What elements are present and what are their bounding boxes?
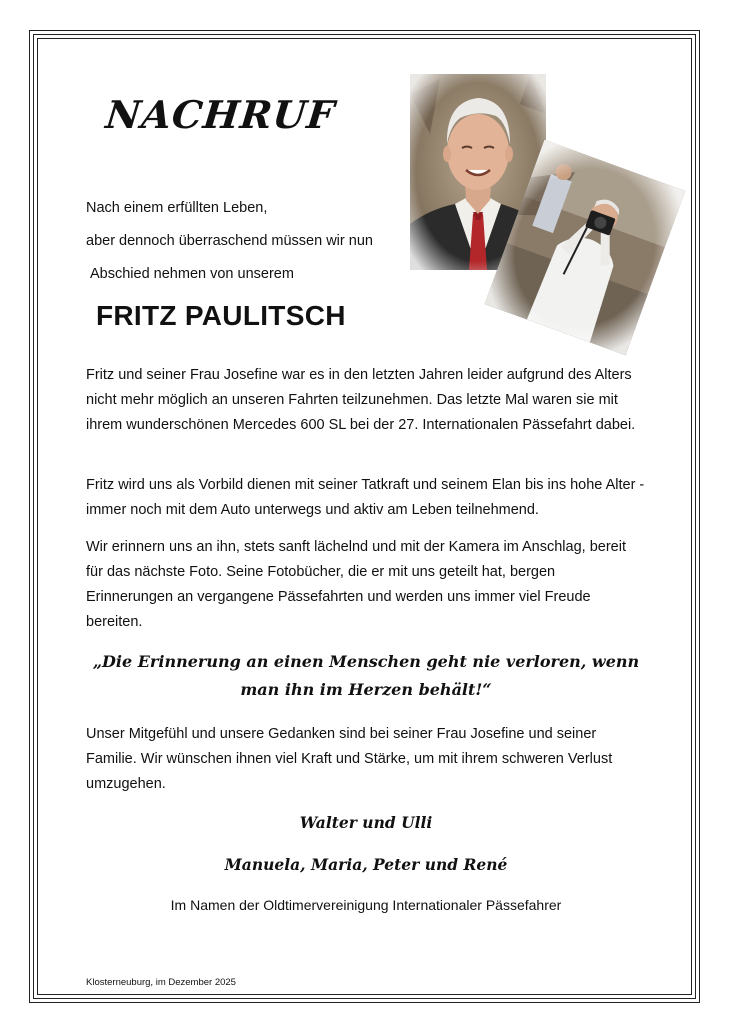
organization-line: Im Namen der Oldtimervereinigung Internationaler Pässefahrer <box>170 897 562 913</box>
signature-1: Walter und Ulli <box>299 813 433 832</box>
intro-line-1: Nach einem erfüllten Leben, <box>86 200 268 216</box>
deceased-name: FRITZ PAULITSCH <box>96 300 346 331</box>
footer-place-date: Klosterneuburg, im Dezember 2025 <box>86 977 236 988</box>
signature-2: Manuela, Maria, Peter und René <box>224 855 508 874</box>
paragraph-1: Fritz und seiner Frau Josefine war es in den letzten Jahren leider aufgrund des Alters nicht mehr möglich an unseren Fahrten teilzunehmen. Das letzte Mal waren sie mit ihrem wunderschönen Mercedes 600 SL bei der 27. Internationalen Pässefahrt dabei. <box>86 367 636 433</box>
intro-line-2: aber dennoch überraschend müssen wir nun <box>86 233 373 249</box>
paragraph-2: Fritz wird uns als Vorbild dienen mit seiner Tatkraft und seinem Elan bis ins hohe Alter - immer noch mit dem Auto unterwegs und aktiv am Leben teilnehmend. <box>86 477 645 518</box>
paragraph-3: Wir erinnern uns an ihn, stets sanft lächelnd und mit der Kamera im Anschlag, bereit für das nächste Foto. Seine Fotobücher, die er mit uns geteilt hat, bergen Erinnerungen an vergangene Pässefahrten und werden uns immer viel Freude bereiten. <box>86 539 626 630</box>
page-title: NACHRUF <box>103 92 338 137</box>
intro-line-3: Abschied nehmen von unserem <box>90 266 294 282</box>
memorial-quote: „Die Erinnerung an einen Menschen geht nie verloren, wenn man ihn im Herzen behält!“ <box>92 652 640 699</box>
closing-paragraph: Unser Mitgefühl und unsere Gedanken sind bei seiner Frau Josefine und seiner Familie. Wir wünschen ihnen viel Kraft und Stärke, um mit ihrem schweren Verlust umzugehen. <box>86 726 613 792</box>
